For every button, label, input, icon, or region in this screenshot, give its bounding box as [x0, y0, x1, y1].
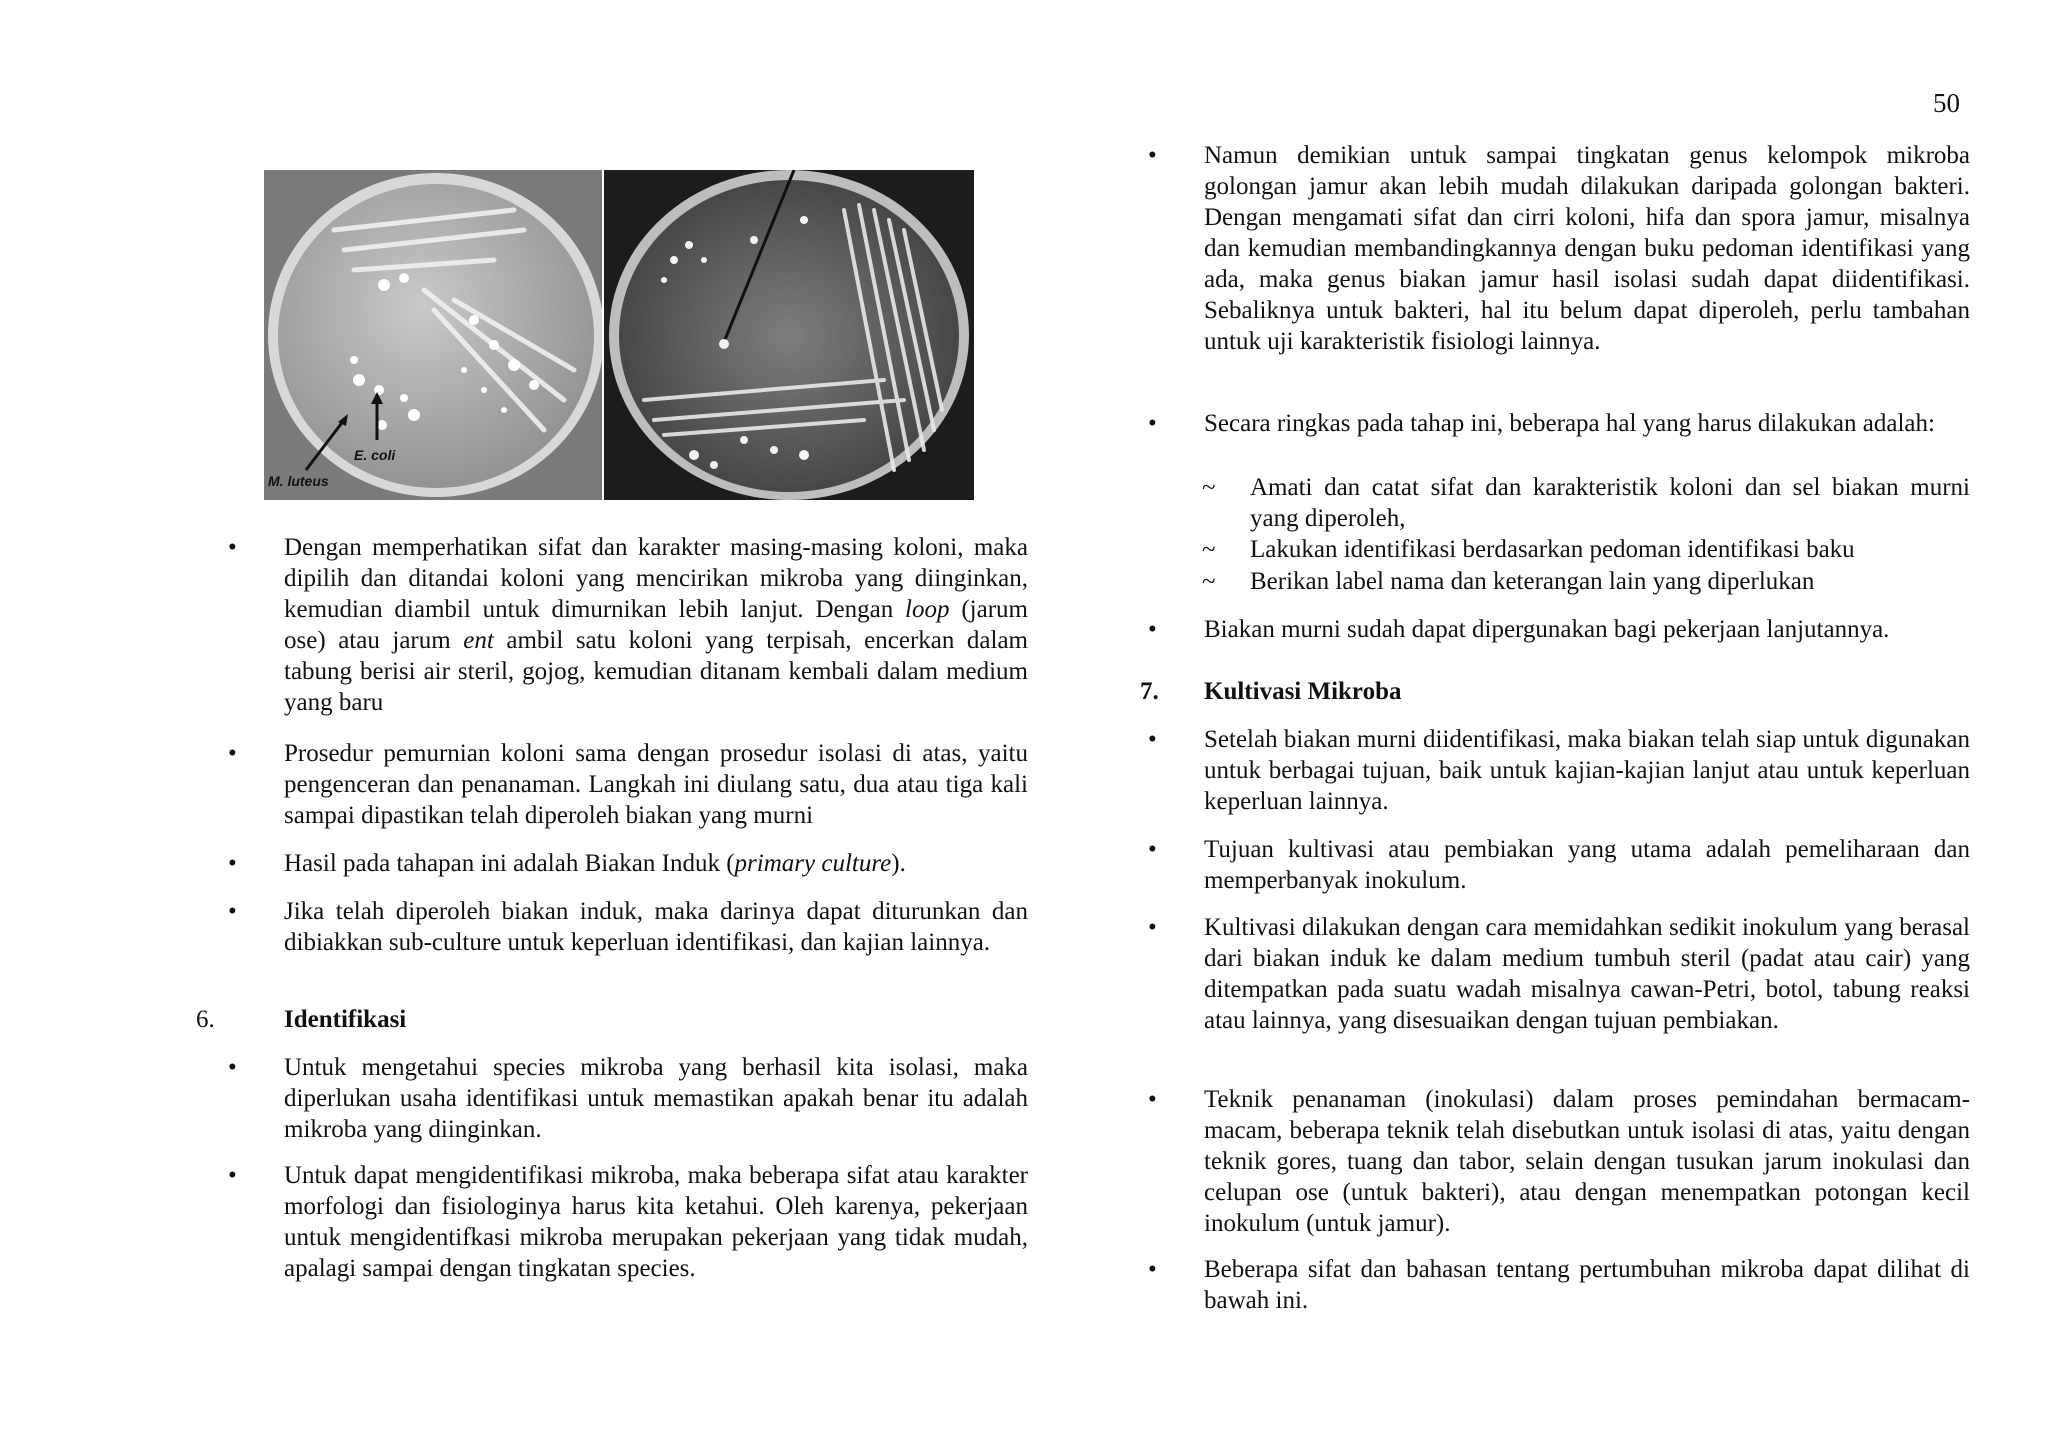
- list-item: • Biakan murni sudah dapat dipergunakan bagi pekerjaan lanjutannya.: [1140, 614, 1970, 645]
- list-item: • Untuk mengetahui species mikroba yang berhasil kita isolasi, maka diperlukan usaha identifikasi untuk memastikan apakah benar itu adalah mikroba yang diinginkan.: [220, 1052, 1028, 1145]
- petri-dish-right-illustration: [604, 170, 974, 500]
- list-item: • Setelah biakan murni diidentifikasi, maka biakan telah siap untuk digunakan untuk berbagai tujuan, baik untuk kajian-kajian lanjut atau untuk keperluan keperluan lainnya.: [1140, 724, 1970, 817]
- list-item: • Namun demikian untuk sampai tingkatan genus kelompok mikroba golongan jamur akan lebih mudah dilakukan daripada golongan bakteri. Dengan mengamati sifat dan cirri koloni, hifa dan spora jamur, misalnya dan kemudian membandingkannya dengan buku pedoman identifikasi yang ada, maka genus biakan jamur hasil isolasi sudah dapat diidentifikasi. Sebaliknya untuk bakteri, hal itu belum dapat diperoleh, perlu tambahan untuk uji karakteristik fisiologi lainnya.: [1140, 140, 1970, 357]
- list-item: • Tujuan kultivasi atau pembiakan yang utama adalah pemeliharaan dan memperbanyak inokulum.: [1140, 834, 1970, 896]
- petri-dish-photo-left: [264, 170, 602, 500]
- list-item: • Teknik penanaman (inokulasi) dalam proses pemindahan bermacam-macam, beberapa teknik telah disebutkan untuk isolasi di atas, yaitu dengan teknik gores, tuang dan tabor, selain dengan tusukan jarum inokulasi dan celupan ose (untuk bakteri), atau dengan menempatkan potongan kecil inokulum (untuk jamur).: [1140, 1084, 1970, 1239]
- petri-dish-left-illustration: [264, 170, 602, 500]
- sub-list-item: ~ Berikan label nama dan keterangan lain yang diperlukan: [1202, 568, 1815, 595]
- list-item: • Jika telah diperoleh biakan induk, maka darinya dapat diturunkan dan dibiakkan sub-culture untuk keperluan identifikasi, dan kajian lainnya.: [220, 896, 1028, 958]
- petri-dish-figure: [264, 170, 974, 500]
- list-item: • Secara ringkas pada tahap ini, beberapa hal yang harus dilakukan adalah:: [1140, 408, 1970, 439]
- sub-list-item: ~ Lakukan identifikasi berdasarkan pedoman identifikasi baku: [1202, 536, 1855, 563]
- list-item: • Prosedur pemurnian koloni sama dengan prosedur isolasi di atas, yaitu pengenceran dan penanaman. Langkah ini diulang satu, dua atau tiga kali sampai dipastikan telah diperoleh biakan yang murni: [220, 738, 1028, 831]
- page-number: 50: [1933, 88, 1960, 118]
- list-item: • Kultivasi dilakukan dengan cara memidahkan sedikit inokulum yang berasal dari biakan induk ke dalam medium tumbuh steril (padat atau cair) yang ditempatkan pada suatu wadah misalnya cawan-Petri, botol, tabung reaksi atau lainnya, yang disesuaikan dengan tujuan pembiakan.: [1140, 912, 1970, 1036]
- e-coli-label: E. coli: [354, 447, 396, 463]
- list-item: • Hasil pada tahapan ini adalah Biakan Induk (primary culture).: [220, 848, 1028, 879]
- list-item: • Dengan memperhatikan sifat dan karakter masing-masing koloni, maka dipilih dan ditandai koloni yang mencirikan mikroba yang diinginkan, kemudian diambil untuk dimurnikan lebih lanjut. Dengan loop (jarum ose) atau jarum ent ambil satu koloni yang terpisah, encerkan dalam tabung berisi air steril, gojog, kemudian ditanam kembali dalam medium yang baru: [220, 532, 1028, 718]
- m-luteus-label: M. luteus: [268, 473, 329, 489]
- sub-list-item: ~ Amati dan catat sifat dan karakteristik koloni dan sel biakan murni yang diperoleh,: [1202, 474, 1970, 532]
- list-item: • Beberapa sifat dan bahasan tentang pertumbuhan mikroba dapat dilihat di bawah ini.: [1140, 1254, 1970, 1316]
- list-item: • Untuk dapat mengidentifikasi mikroba, maka beberapa sifat atau karakter morfologi dan fisiologinya harus kita ketahui. Oleh karenya, pekerjaan untuk mengidentifkasi mikroba merupakan pekerjaan yang tidak mudah, apalagi sampai dengan tingkatan species.: [220, 1160, 1028, 1284]
- petri-dish-photo-right: [604, 170, 974, 500]
